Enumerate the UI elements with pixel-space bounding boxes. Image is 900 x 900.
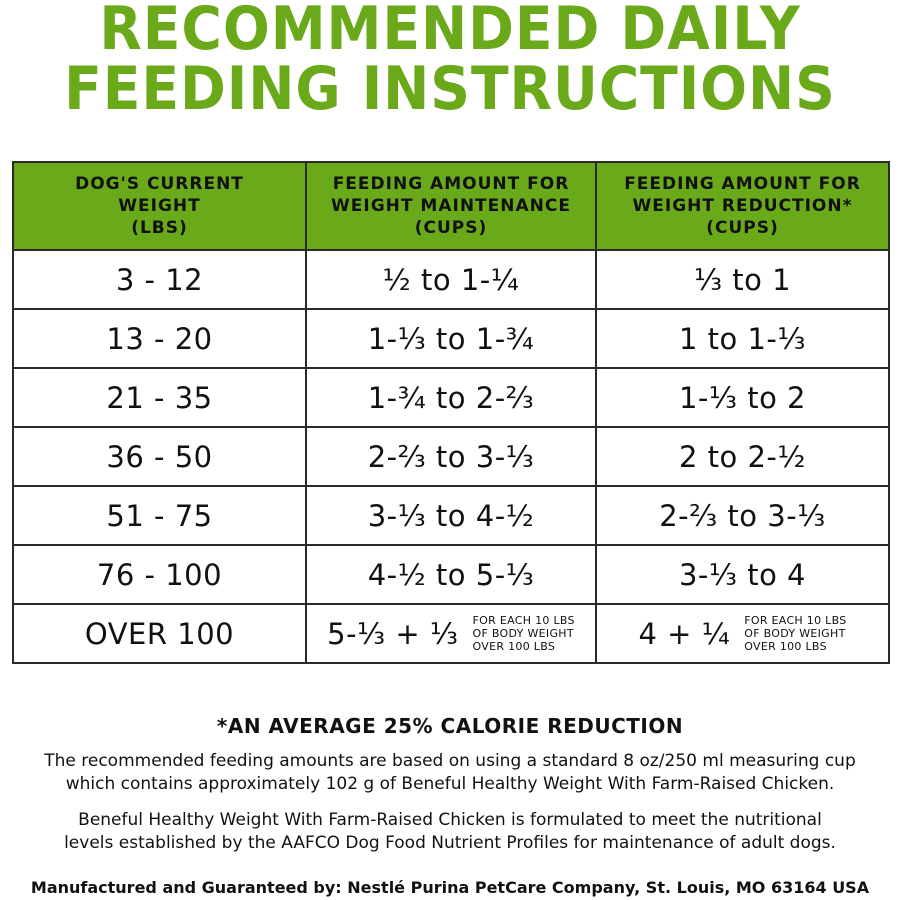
maintenance-cell: ½ to 1-¼ (306, 250, 596, 309)
note-line: FOR EACH 10 LBS (472, 614, 575, 627)
weight-cell: 36 - 50 (13, 427, 306, 486)
reduction-amount: 4 + ¼ (638, 616, 731, 651)
weight-cell: 21 - 35 (13, 368, 306, 427)
header-text: FEEDING AMOUNT FOR (624, 174, 861, 194)
paragraph-line: Beneful Healthy Weight With Farm-Raised Chicken is formulated to meet the nutritional (78, 810, 822, 830)
header-text: (CUPS) (414, 218, 488, 238)
maintenance-amount: 5-⅓ + ⅓ (327, 616, 459, 651)
table-row-over-100 (13, 604, 889, 663)
weight-cell: 51 - 75 (13, 486, 306, 545)
paragraph-line: The recommended feeding amounts are based on using a standard 8 oz/250 ml measuring cup (44, 751, 856, 771)
table-row (13, 309, 889, 368)
note-line: OVER 100 LBS (472, 640, 556, 653)
table-row (13, 486, 889, 545)
header-text: (LBS) (131, 218, 188, 238)
maintenance-cell: 3-⅓ to 4-½ (306, 486, 596, 545)
weight-cell: 76 - 100 (13, 545, 306, 604)
reduction-cell: 3-⅓ to 4 (596, 545, 889, 604)
header-text: (CUPS) (706, 218, 779, 238)
header-weight (13, 162, 306, 250)
reduction-cell: 1 to 1-⅓ (596, 309, 889, 368)
header-text: WEIGHT REDUCTION* (632, 196, 853, 216)
manufacturer-footer: Manufactured and Guaranteed by: Nestlé Purina PetCare Company, St. Louis, MO 63164 USA (30, 878, 870, 897)
weight-cell: 3 - 12 (13, 250, 306, 309)
header-reduction (596, 162, 889, 250)
maintenance-cell: 2-⅔ to 3-⅓ (306, 427, 596, 486)
table-header-row (13, 162, 889, 250)
paragraph-line: which contains approximately 102 g of Beneful Healthy Weight With Farm-Raised Chicken. (65, 774, 835, 794)
header-text: WEIGHT MAINTENANCE (331, 196, 571, 216)
header-text: FEEDING AMOUNT FOR (332, 174, 570, 194)
note-line: FOR EACH 10 LBS (744, 614, 847, 627)
table-row (13, 250, 889, 309)
maintenance-cell: 4-½ to 5-⅓ (306, 545, 596, 604)
reduction-cell: 2 to 2-½ (596, 427, 889, 486)
maintenance-note (473, 614, 575, 653)
table-row (13, 545, 889, 604)
weight-cell: OVER 100 (13, 604, 306, 663)
page-title-line-2: FEEDING INSTRUCTIONS (64, 54, 836, 124)
aafco-paragraph (0, 809, 900, 855)
reduction-note (744, 614, 846, 653)
note-line: OVER 100 LBS (744, 640, 827, 653)
header-maintenance (306, 162, 596, 250)
table-row (13, 368, 889, 427)
maintenance-cell: 1-¾ to 2-⅔ (306, 368, 596, 427)
header-text: WEIGHT (118, 196, 201, 216)
reduction-cell-content (597, 614, 888, 653)
reduction-cell: ⅓ to 1 (596, 250, 889, 309)
calorie-reduction-note: *AN AVERAGE 25% CALORIE REDUCTION (216, 714, 684, 738)
maintenance-cell: 1-⅓ to 1-¾ (306, 309, 596, 368)
reduction-cell: 2-⅔ to 3-⅓ (596, 486, 889, 545)
measuring-cup-paragraph (0, 750, 900, 796)
page-title-line-1: RECOMMENDED DAILY (99, 0, 801, 64)
reduction-cell: 1-⅓ to 2 (596, 368, 889, 427)
table-row (13, 427, 889, 486)
maintenance-cell-content (307, 614, 595, 653)
weight-cell: 13 - 20 (13, 309, 306, 368)
maintenance-cell (306, 604, 596, 663)
paragraph-line: levels established by the AAFCO Dog Food Nutrient Profiles for maintenance of adult dogs. (64, 833, 836, 853)
reduction-cell (596, 604, 889, 663)
feeding-table (12, 161, 890, 664)
header-text: DOG'S CURRENT (75, 174, 244, 194)
note-line: OF BODY WEIGHT (744, 627, 846, 640)
note-line: OF BODY WEIGHT (472, 627, 574, 640)
